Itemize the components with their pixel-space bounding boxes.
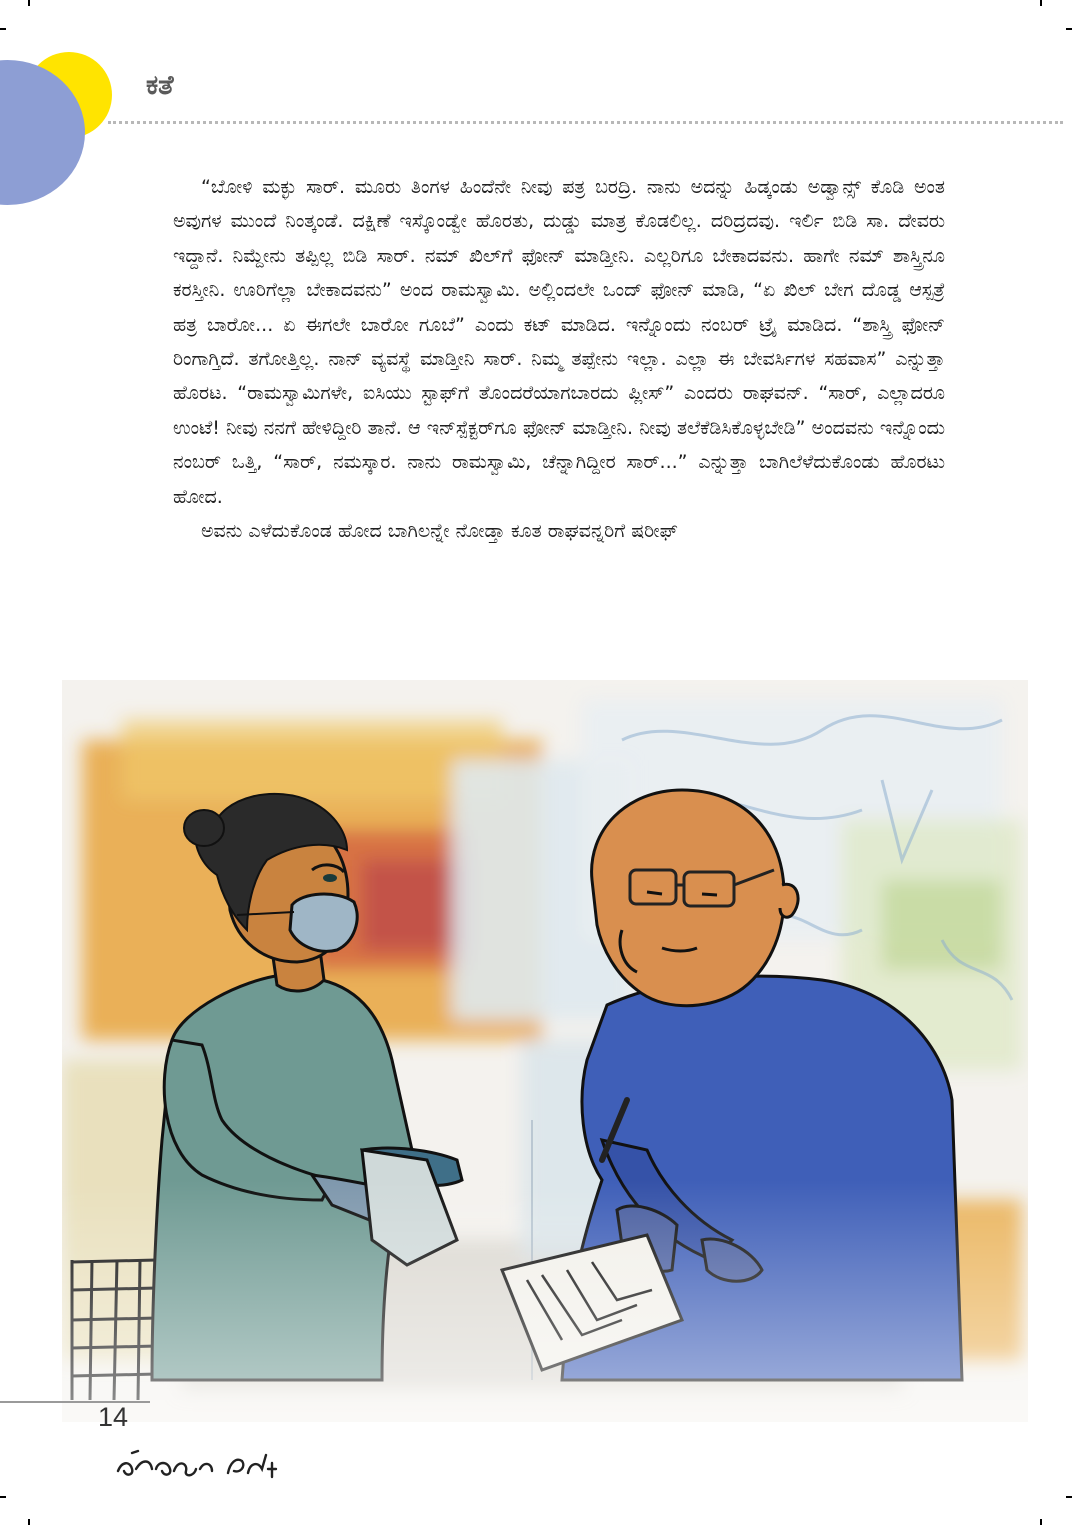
- illustration-nurse-and-doctor: [62, 680, 1028, 1422]
- artist-signature: [116, 1443, 286, 1483]
- story-paragraph: ಅವನು ಎಳೆದುಕೊಂಡ ಹೋದ ಬಾಗಿಲನ್ನೇ ನೋಡ್ತಾ ಕೂತ ರಾಘವನ್ನರಿಗೆ ಷರೀಫ್: [201, 520, 678, 543]
- crop-mark: [0, 28, 6, 30]
- section-label: ಕತೆ: [146, 70, 174, 101]
- crop-mark: [0, 1496, 6, 1498]
- crop-mark: [1040, 1519, 1042, 1525]
- crop-mark: [1040, 0, 1042, 6]
- story-illustration: [62, 680, 1028, 1422]
- crop-mark: [28, 0, 30, 6]
- header-dotted-rule: [108, 121, 1063, 124]
- crop-mark: [1066, 1496, 1072, 1498]
- story-paragraph: “ಬೋಳಿ ಮಕ್ಳು ಸಾರ್. ಮೂರು ತಿಂಗಳ ಹಿಂದೆನೇ ನೀವು ಪತ್ರ ಬರದ್ರಿ. ನಾನು ಅದನ್ನು ಹಿಡ್ಕಂಡು ಅಡ್ವಾನ್ಸ್ ಕೊಡಿ ಅಂತ ಅವುಗಳ ಮುಂದೆ ನಿಂತ್ಕಂಡೆ. ದಕ್ಷಿಣೆ ಇಸ್ಕೊಂಡ್ವೇ ಹೊರತು, ದುಡ್ಡು ಮಾತ್ರ ಕೊಡಲಿಲ್ಲ. ದರಿದ್ರದವು. ಇರ್ಲಿ ಬಿಡಿ ಸಾ. ದೇವರು ಇದ್ದಾನೆ. ನಿಮ್ದೇನು ತಪ್ಪಿಲ್ಲ ಬಿಡಿ ಸಾರ್. ನಮ್ ಖಿಲ್‌ಗೆ ಫೋನ್ ಮಾಡ್ತೀನಿ. ಎಲ್ಲರಿಗೂ ಬೇಕಾದವನು. ಹಾಗೇ ನಮ್ ಶಾಸ್ತ್ರಿನೂ ಕರಸ್ತೀನಿ. ಊರಿಗೆಲ್ಲಾ ಬೇಕಾದವನು” ಅಂದ ರಾಮಸ್ವಾಮಿ. ಅಲ್ಲಿಂದಲೇ ಒಂದ್ ಫೋನ್ ಮಾಡಿ, “ಏ ಖಿಲ್ ಬೇಗ ದೊಡ್ಡ ಆಸ್ಪತ್ರೆ ಹತ್ರ ಬಾರೋ... ಏ ಈಗಲೇ ಬಾರೋ ಗೂಬೆ” ಎಂದು ಕಟ್ ಮಾಡಿದ. ಇನ್ನೊಂದು ನಂಬರ್ ಟ್ರೈ ಮಾಡಿದ. “ಶಾಸ್ತ್ರಿ ಫೋನ್ ರಿಂಗಾಗ್ತಿದೆ. ತಗೋತ್ತಿಲ್ಲ. ನಾನ್ ವ್ಯವಸ್ಥೆ ಮಾಡ್ತೀನಿ ಸಾರ್. ನಿಮ್ಮ ತಪ್ಪೇನು ಇಲ್ಲಾ. ಎಲ್ಲಾ ಈ ಬೇವರ್ಸಿಗಳ ಸಹವಾಸ” ಎನ್ನುತ್ತಾ ಹೊರಟ. “ರಾಮಸ್ವಾಮಿಗಳೇ, ಐಸಿಯು ಸ್ಟಾಫ್‌ಗೆ ತೊಂದರೆಯಾಗಬಾರದು ಪ್ಲೀಸ್” ಎಂದರು ರಾಘವನ್. “ಸಾರ್, ಎಲ್ಲಾದರೂ ಉಂಟೆ! ನೀವು ನನಗೆ ಹೇಳಿದ್ದೀರಿ ತಾನೆ. ಆ ಇನ್‌ಸ್ಪೆಕ್ಟರ್‌ಗೂ ಫೋನ್ ಮಾಡ್ತೀನಿ. ನೀವು ತಲೆಕೆಡಿಸಿಕೊಳ್ಳಬೇಡಿ” ಅಂದವನು ಇನ್ನೊಂದು ನಂಬರ್ ಒತ್ತಿ, “ಸಾರ್, ನಮಸ್ಕಾರ. ನಾನು ರಾಮಸ್ವಾಮಿ, ಚೆನ್ನಾಗಿದ್ದೀರ ಸಾರ್...” ಎನ್ನುತ್ತಾ ಬಾಗಿಲೆಳೆದುಕೊಂಡು ಹೊರಟು ಹೋದ.: [173, 176, 945, 508]
- page-number: 14: [98, 1402, 129, 1432]
- crop-mark: [28, 1519, 30, 1525]
- crop-mark: [1066, 28, 1072, 30]
- story-text: [173, 170, 945, 548]
